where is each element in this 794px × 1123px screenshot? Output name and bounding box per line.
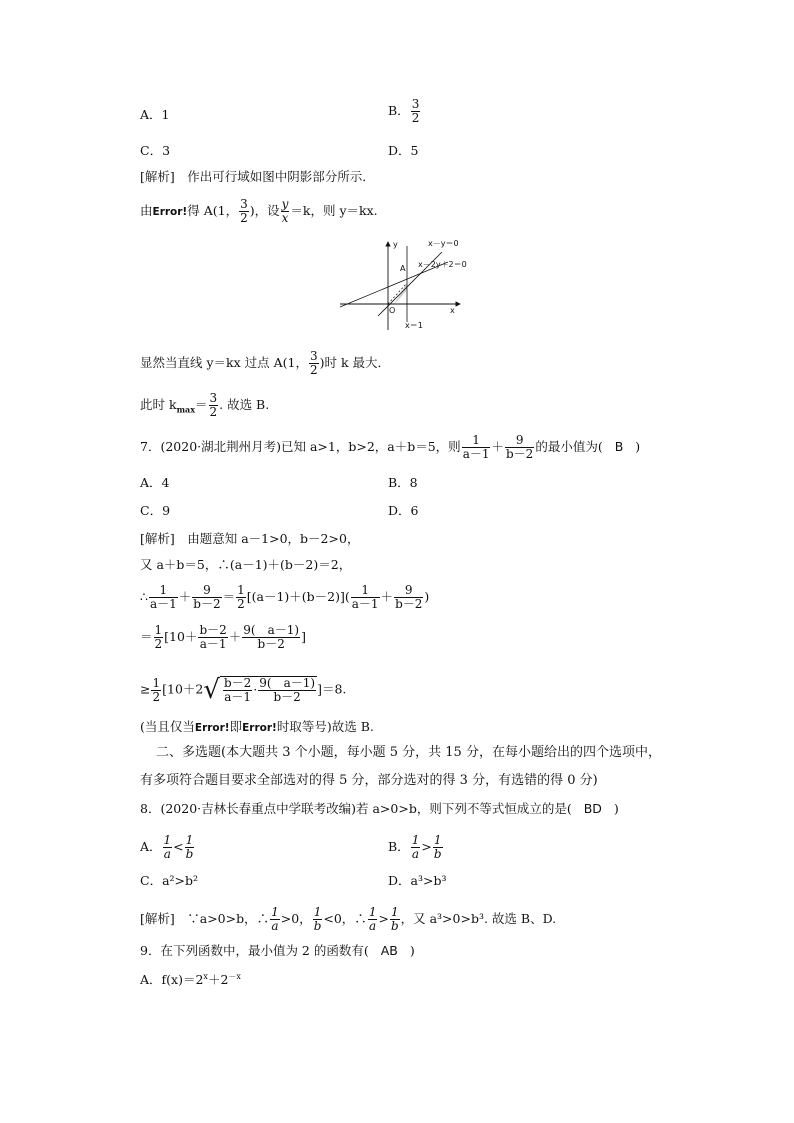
q7-solution-6: (当且仅当Error!即Error!时取等号)故选 B.: [140, 719, 374, 734]
q8-answer: BD: [583, 801, 602, 816]
q7-option-a: A．4: [140, 475, 170, 490]
fraction: $\frac{9( a-1)}{b-2}$: [243, 623, 300, 651]
q9-stem: 9．在下列函数中，最小值为 2 的函数有( AB ): [140, 943, 415, 958]
q7-option-b: B．8: [388, 475, 418, 490]
fraction: $\frac{3}{2}$: [309, 349, 318, 377]
q7-solution-5: ≥ $\frac{1}{2}$ [10＋2√ $\frac{b-2}{a-1}$ · $\frac{9( a-1)}{b-2}$ ]＝8.: [140, 675, 347, 705]
q8-option-b: B． $\frac{1}{a}$ > $\frac{1}{b}$: [388, 833, 442, 861]
fraction: $\frac{b-2}{a-1}$: [199, 623, 227, 651]
q6-analysis-4: 此时 $k_{max}=$ $\frac{3}{2}$ . 故选 B.: [140, 391, 270, 419]
fraction: $\frac{9}{b-2}$: [193, 583, 221, 611]
fraction: $\frac{1}{a-1}$: [149, 583, 177, 611]
label-line-1: x－y＝0: [428, 239, 459, 248]
error-text: Error!: [152, 206, 188, 218]
q7-solution-3: ∴ $\frac{1}{a-1}$ ＋ $\frac{9}{b-2}$ ＝ $\frac{1}{2}$ [(a－1)＋(b－2)]( $\frac{1}{a-1}$ ＋ $\frac{9}{b-2}$ ): [140, 583, 430, 611]
fraction-half: $\frac{1}{2}$: [237, 583, 245, 611]
fraction: $\frac{3}{2}$: [209, 391, 218, 419]
q7-option-c: C．9: [140, 503, 171, 518]
fraction: $\frac{1}{a-1}$: [462, 433, 490, 461]
fraction-half: $\frac{1}{2}$: [154, 623, 163, 651]
label-line-3: x＝1: [405, 321, 423, 330]
q8-option-a: A． $\frac{1}{a}$ < $\frac{1}{b}$: [140, 833, 194, 861]
q8-solution: [解析] ∵a>0>b，∴ $\frac{1}{a}$ >0， $\frac{1}{b}$ <0，∴ $\frac{1}{a}$ > $\frac{1}{b}$ ，又 a³>0>b³. 故选 B、D.: [140, 905, 557, 933]
label-line-2: x－2y＋2＝0: [418, 260, 467, 269]
q6-analysis-3: 显然当直线 y＝kx 过点 A(1， $\frac{3}{2}$ )时 k 最大．: [140, 349, 391, 377]
q8-option-d: D．a³>b³: [388, 873, 447, 888]
q6-analysis-2: 由Error!得 A(1， $\frac{3}{2}$ )，设 $\frac{y}{x}$ ＝k，则 y＝kx.: [140, 197, 378, 225]
fraction-half: $\frac{1}{2}$: [152, 675, 161, 704]
q6-option-c: C．3: [140, 143, 171, 158]
error-text: Error!: [242, 722, 277, 734]
fraction: $\frac{9}{b-2}$: [395, 583, 423, 611]
label-y: y: [393, 240, 398, 249]
q8-stem: 8．(2020·吉林长春重点中学联考改编)若 a>0>b，则下列不等式恒成立的是( BD ): [140, 801, 619, 816]
q6-option-a: A．1: [140, 107, 170, 122]
fraction: $\frac{9( a-1)}{b-2}$: [259, 676, 316, 704]
q7-solution-1: [解析] 由题意知 a－1>0，b－2>0，: [140, 531, 360, 546]
fraction-y-over-x: $\frac{y}{x}$: [281, 197, 289, 225]
fraction: $\frac{3}{2}$: [411, 97, 420, 125]
q8-option-c: C．a²>b²: [140, 873, 199, 888]
q7-answer: B: [614, 439, 624, 454]
q6-option-d: D．5: [388, 143, 419, 158]
sqrt-content: $\frac{b-2}{a-1}$ · $\frac{9( a-1)}{b-2}$: [220, 676, 317, 704]
q6-option-b: B． $\frac{3}{2}$: [388, 97, 420, 125]
fraction: $\frac{b-2}{a-1}$: [223, 676, 252, 704]
q6-analysis-1: [解析] 作出可行域如图中阴影部分所示．: [140, 169, 375, 184]
fraction: $\frac{9}{b-2}$: [506, 433, 534, 461]
label-point-a: A: [400, 264, 406, 273]
q7-option-d: D．6: [388, 503, 419, 518]
q7-solution-2: 又 a＋b＝5，∴(a－1)＋(b－2)＝2，: [140, 557, 352, 572]
label-origin: O: [389, 306, 396, 315]
feasible-region-graph: [338, 238, 468, 332]
sqrt-icon: √: [203, 675, 220, 705]
label-x: x: [450, 306, 455, 315]
fraction: $\frac{3}{2}$: [240, 197, 248, 225]
fraction: $\frac{1}{a-1}$: [351, 583, 379, 611]
section-2-heading-cont: 有多项符合题目要求全部选对的得 5 分，部分选对的得 3 分，有选错的得 0 分): [140, 773, 598, 788]
q7-stem: 7．(2020·湖北荆州月考)已知 a>1，b>2，a＋b＝5，则 $\frac{1}{a-1}$ ＋ $\frac{9}{b-2}$ 的最小值为( B ): [140, 433, 641, 461]
error-text: Error!: [194, 722, 230, 734]
q9-answer: AB: [380, 943, 398, 958]
q7-solution-4: ＝ $\frac{1}{2}$ [10＋ $\frac{b-2}{a-1}$ ＋ $\frac{9( a-1)}{b-2}$ ]: [140, 623, 306, 651]
q9-option-a: A．$f(x)=2^x+2^{-x}$: [140, 972, 241, 988]
section-2-heading: 二、多选题(本大题共 3 个小题，每小题 5 分，共 15 分，在每小题给出的四个选项中，: [156, 745, 661, 760]
